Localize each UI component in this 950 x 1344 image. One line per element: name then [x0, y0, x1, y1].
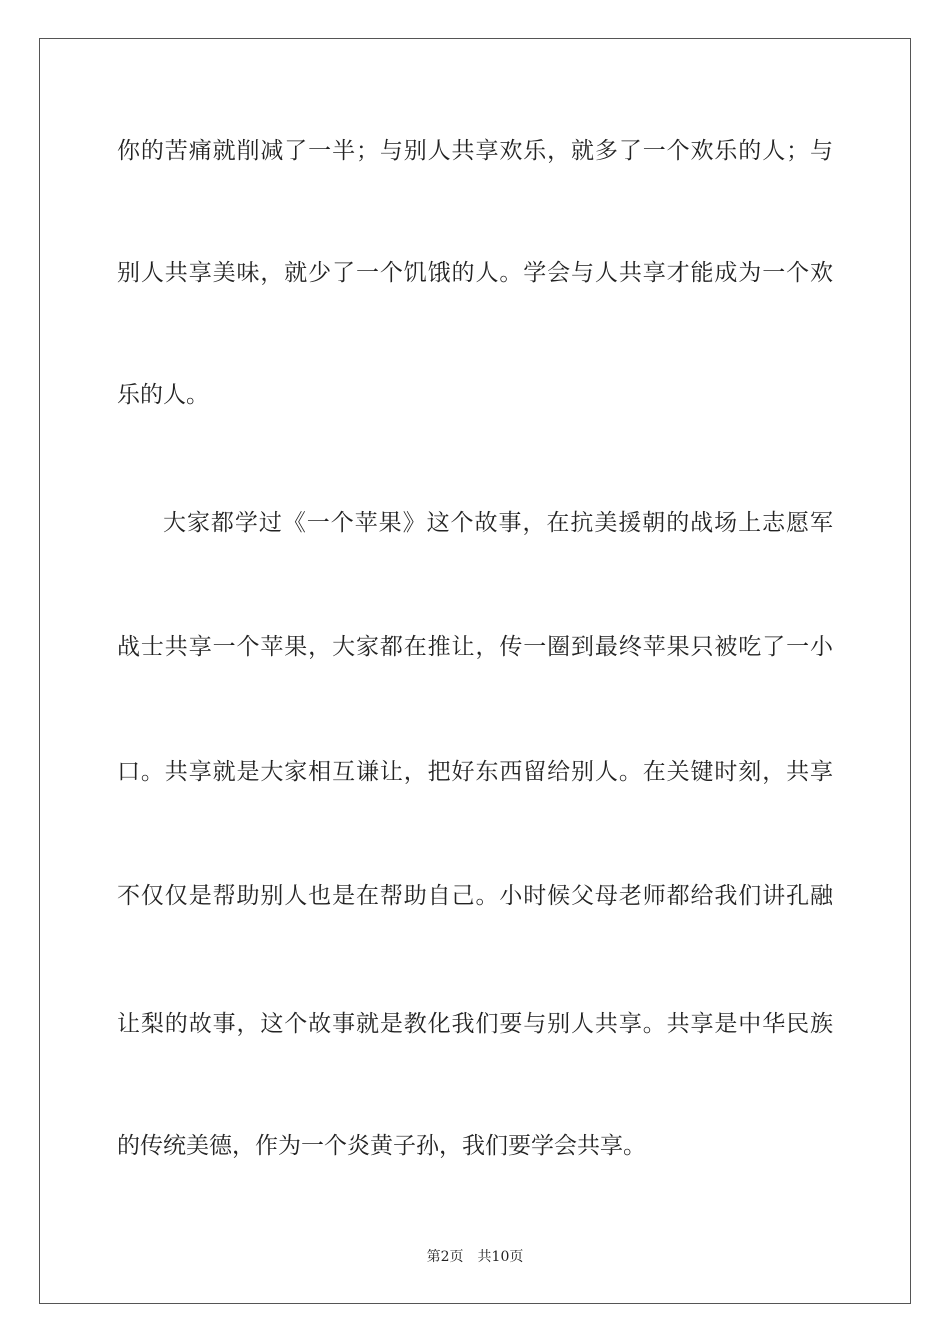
- page-footer: [0, 1247, 950, 1267]
- page-border: [39, 38, 911, 1304]
- paragraph-line: 你的苦痛就削减了一半；与别人共享欢乐，就多了一个欢乐的人；与: [117, 138, 833, 164]
- page-total: 共10页: [477, 1249, 524, 1265]
- paragraph-line: 战士共享一个苹果，大家都在推让，传一圈到最终苹果只被吃了一小: [117, 634, 833, 660]
- paragraph-line: 乐的人。: [117, 382, 209, 408]
- paragraph-line: 让梨的故事，这个故事就是教化我们要与别人共享。共享是中华民族: [117, 1011, 833, 1037]
- paragraph-line: 不仅仅是帮助别人也是在帮助自己。小时候父母老师都给我们讲孔融: [117, 883, 833, 909]
- paragraph-line: 大家都学过《一个苹果》这个故事，在抗美援朝的战场上志愿军: [163, 510, 833, 536]
- paragraph-line: 别人共享美味，就少了一个饥饿的人。学会与人共享才能成为一个欢: [117, 260, 833, 286]
- page-number: 第2页: [426, 1249, 464, 1265]
- paragraph-line: 口。共享就是大家相互谦让，把好东西留给别人。在关键时刻，共享: [117, 759, 833, 785]
- paragraph-line: 的传统美德，作为一个炎黄子孙，我们要学会共享。: [117, 1133, 646, 1159]
